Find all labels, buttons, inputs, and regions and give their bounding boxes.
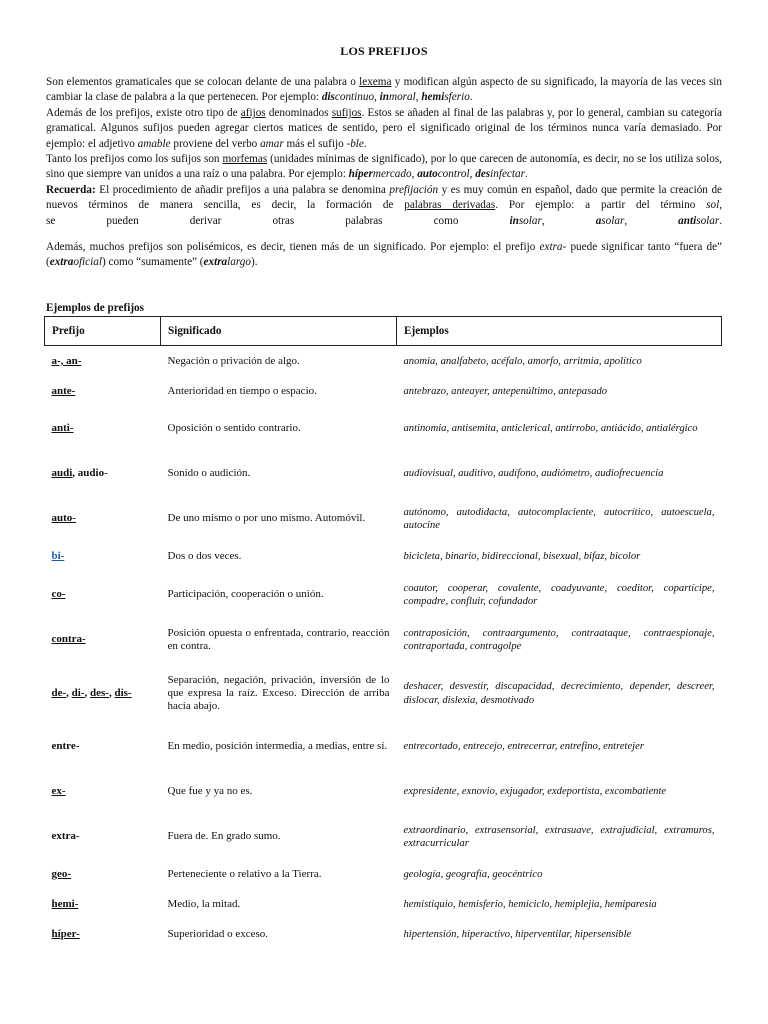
section-title: Ejemplos de prefijos [46, 302, 144, 314]
table-row [45, 452, 722, 497]
prefix-link[interactable]: geo- [51, 867, 72, 880]
examples-cell: autónomo, autodidacta, autocomplaciente, autocrítico, autoescuela, autocine [403, 506, 715, 531]
prefix-cell [45, 890, 161, 920]
prefix-cell [45, 407, 161, 452]
header-prefijo: Prefijo [45, 317, 161, 346]
prefix-link[interactable]: a-, an- [51, 354, 82, 367]
prefix-link[interactable]: des- [90, 686, 109, 699]
prefix-link[interactable]: ante- [51, 384, 76, 397]
prefix-link[interactable]: dis- [114, 686, 132, 699]
table-row [45, 770, 722, 815]
term-morfemas: morfemas [222, 153, 268, 166]
meaning-cell: Medio, la mitad. [167, 897, 241, 910]
prefix-cell: audi, audio- [51, 467, 108, 480]
prefix-link[interactable]: de- [51, 686, 67, 699]
prefix-label: extra- [51, 830, 80, 843]
table-row [45, 725, 722, 770]
meaning-cell: Negación o privación de algo. [167, 354, 300, 367]
meaning-cell: Participación, cooperación o unión. [167, 588, 324, 601]
intro-recuerda-cont: se pueden derivar otras palabras como insolar, asolar, antisolar. [46, 214, 723, 227]
examples-cell: deshacer, desvestir, discapacidad, decrecimiento, depender, descreer, dislocar, dislexia, desmotivado [403, 681, 715, 706]
term-palabras-derivadas: palabras derivadas [404, 199, 496, 212]
prefix-cell [45, 497, 161, 542]
intro-morfemas: Tanto los prefijos como los sufijos son morfemas (unidades mínimas de significado), por lo que carecen de autonomía, es decir, no se los utiliza solos, sino que siempre van unidos a una raíz o una palabra. Por ejemplo: hípermercado, autocontrol, desinfectar. [46, 153, 722, 181]
meaning-cell: Fuera de. En grado sumo. [167, 830, 281, 843]
examples-cell: coautor, cooperar, covalente, coadyuvante, coeditor, copartícipe, compadre, confluir, cofundador [403, 582, 715, 607]
table-row [45, 890, 722, 920]
meaning-cell: Oposición o sentido contrario. [167, 422, 301, 435]
meaning-cell: Superioridad o exceso. [167, 927, 268, 940]
intro-recuerda: Recuerda: El procedimiento de añadir prefijos a una palabra se denomina prefijación y es muy común en español, dado que permite la creación de nuevos términos de manera sencilla, es decir, la formación de palabras derivadas. Por ejemplo: a partir del término sol, [46, 183, 723, 212]
prefix-cell [45, 860, 161, 890]
table-row [45, 346, 722, 377]
table-row [45, 377, 722, 407]
prefix-link[interactable]: di- [71, 686, 85, 699]
page-title: LOS PREFIJOS [340, 44, 428, 58]
examples-cell: geología, geografía, geocéntrico [403, 868, 543, 880]
prefix-link[interactable]: híper- [51, 927, 80, 940]
examples-cell: audiovisual, auditivo, audífono, audiómetro, audiofrecuencia [403, 468, 664, 480]
prefix-link[interactable]: audi [51, 467, 73, 480]
intro-paragraph [46, 75, 722, 229]
prefix-cell [45, 573, 161, 618]
meaning-cell: En medio, posición intermedia, a medias, entre sí. [167, 740, 388, 753]
intro-sufijos: Además de los prefijos, existe otro tipo de afijos denominados sufijos. Estos se añaden al final de las palabras y, por lo general, cambian su categoría gramatical. Algunos sufijos pueden agregar ciertos matices de sentido, pero el significado original de los términos nunca varía demasiado. Por ejemplo: el adjetivo amable proviene del verbo amar más el sufijo -ble. [46, 106, 722, 150]
examples-cell: entrecortado, entrecejo, entrecerrar, entrefino, entretejer [403, 741, 644, 753]
prefix-link[interactable]: hemi- [51, 897, 79, 910]
meaning-cell: Que fue y ya no es. [167, 785, 253, 798]
meaning-cell: Separación, negación, privación, inversión de lo que expresa la raíz. Exceso. Dirección de arriba hacia abajo. [167, 673, 390, 713]
prefix-cell [45, 920, 161, 950]
prefix-link[interactable]: contra- [51, 633, 86, 646]
header-significado: Significado [161, 317, 397, 346]
examples-cell: bicicleta, binario, bidireccional, bisexual, bifaz, bicolor [403, 551, 641, 563]
prefix-cell [45, 346, 161, 377]
table-row [45, 407, 722, 452]
prefix-link[interactable]: ex- [51, 785, 66, 798]
prefix-cell [45, 618, 161, 663]
term-afijos: afijos [240, 106, 266, 119]
term-sufijos: sufijos [331, 106, 362, 119]
table-row [45, 497, 722, 542]
meaning-cell: Anterioridad en tiempo o espacio. [167, 384, 317, 397]
term-lexema: lexema [359, 76, 392, 88]
table-row [45, 573, 722, 618]
examples-cell: anomia, analfabeto, acéfalo, amorfo, arritmia, apolítico [403, 355, 642, 367]
examples-cell: antebrazo, anteayer, antepenúltimo, antepasado [403, 385, 608, 397]
header-ejemplos: Ejemplos [397, 317, 722, 346]
prefix-cell [45, 542, 161, 573]
meaning-cell: Dos o dos veces. [167, 550, 242, 563]
meaning-cell: Sonido o audición. [167, 467, 251, 480]
meaning-cell: Perteneciente o relativo a la Tierra. [167, 867, 322, 880]
prefix-cell: de-, di-, des-, dis- [51, 686, 132, 699]
table-row [45, 920, 722, 950]
recuerda-label: Recuerda: [46, 183, 96, 196]
prefix-table [44, 316, 722, 950]
table-row [45, 663, 722, 725]
meaning-cell: De uno mismo o por uno mismo. Automóvil. [167, 512, 366, 525]
polysemy-paragraph [46, 240, 722, 271]
prefix-link[interactable]: co- [51, 588, 66, 601]
prefix-cell [45, 725, 161, 770]
prefix-cell [45, 815, 161, 860]
table-row [45, 618, 722, 663]
polysemy-text: Además, muchos prefijos son polisémicos, es decir, tienen más de un significado. Por ejemplo: el prefijo extra- puede significar tanto “fuera de” (extraoficial) como “sumamente” (extralargo). [46, 241, 723, 269]
prefix-link[interactable]: auto- [51, 512, 76, 525]
table-row [45, 542, 722, 573]
intro-definition: Son elementos gramaticales que se colocan delante de una palabra o lexema y modifican algún aspecto de su significado, la mayoría de las veces sin cambiar la clase de palabra a la que pertenecen. Por ejemplo: discontinuo, inmoral, hemisferio. [46, 76, 723, 104]
table-row [45, 815, 722, 860]
table-row [45, 860, 722, 890]
examples-cell: hipertensión, hiperactivo, hiperventilar, hipersensible [403, 928, 632, 940]
prefix-label: entre- [51, 740, 80, 753]
prefix-cell [45, 770, 161, 815]
prefix-link[interactable]: bi- [51, 550, 65, 563]
prefix-link[interactable]: anti- [51, 422, 74, 435]
examples-cell: extraordinario, extrasensorial, extrasuave, extrajudicial, extramuros, extracurricular [403, 824, 715, 849]
meaning-cell: Posición opuesta o enfrentada, contrario, reacción en contra. [167, 626, 390, 652]
table-header-row [45, 317, 722, 346]
examples-cell: expresidente, exnovio, exjugador, exdeportista, excombatiente [403, 786, 667, 798]
examples-cell: hemistiquio, hemisferio, hemiciclo, hemiplejia, hemiparesia [403, 898, 657, 910]
prefix-cell [45, 377, 161, 407]
examples-cell: antinomia, antisemita, anticlerical, antirrobo, antiácido, antialérgico [403, 423, 698, 435]
examples-cell: contraposición, contraargumento, contraataque, contraespionaje, contraportada, contragolpe [403, 627, 715, 652]
